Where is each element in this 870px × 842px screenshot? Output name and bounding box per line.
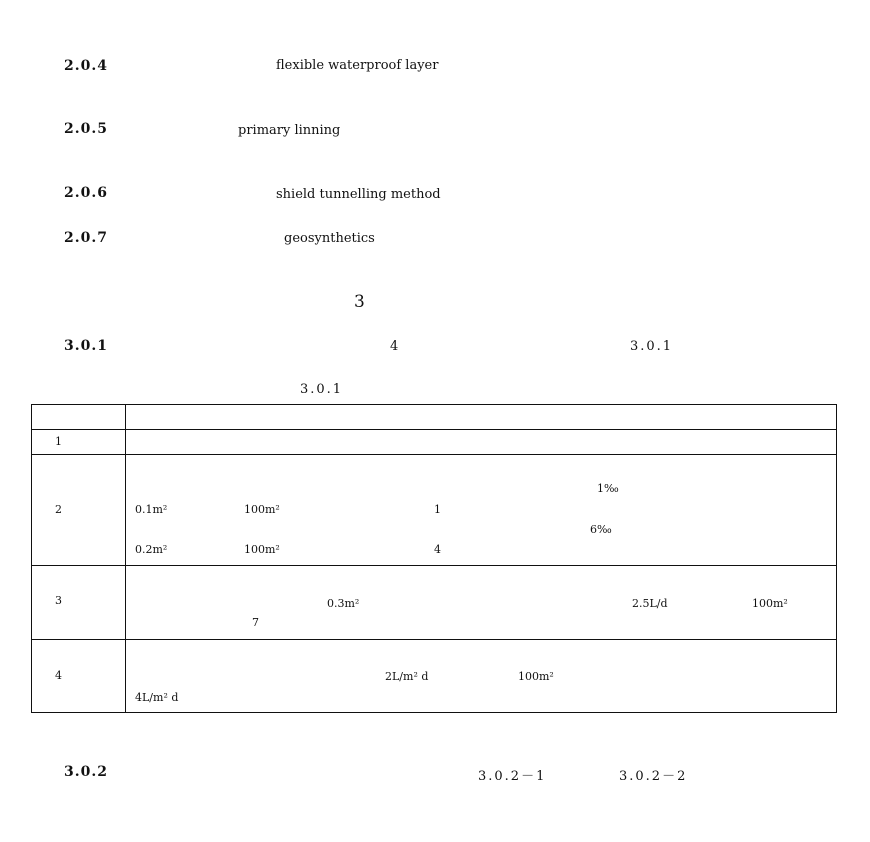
definition-term-2-0-6: shield tunnelling method [276, 187, 441, 202]
table-cell-fragment: 100m² [752, 597, 788, 610]
table-rule [31, 429, 837, 430]
table-rule [31, 639, 837, 640]
clause-table-ref: 3.0.1 [630, 339, 674, 354]
table-cell-fragment: 1 [434, 503, 441, 516]
table-cell-fragment: 7 [252, 616, 259, 629]
table-rule [31, 454, 837, 455]
definition-number-2-0-6: 2.0.6 [64, 185, 108, 201]
table-border-right [836, 404, 837, 713]
table-cell-fragment: 0.1m² [135, 503, 168, 516]
table-cell-fragment: 0.3m² [327, 597, 360, 610]
table-rule [31, 565, 837, 566]
table-cell-fragment: 2.5L/d [632, 597, 668, 610]
table-caption: 3.0.1 [300, 382, 344, 397]
table-cell-fragment: 4L/m² d [135, 691, 179, 704]
clause-table-ref-1: 3.0.2－1 [478, 769, 547, 784]
definition-term-2-0-5: primary linning [238, 123, 341, 138]
table-cell-grade: 4 [55, 669, 62, 682]
chapter-number: 3 [354, 292, 365, 312]
clause-levels-count: 4 [390, 339, 401, 354]
definition-number-2-0-7: 2.0.7 [64, 230, 108, 246]
clause-table-ref-2: 3.0.2－2 [619, 769, 688, 784]
table-cell-fragment: 100m² [244, 503, 280, 516]
table-cell-grade: 1 [55, 435, 62, 448]
table-cell-fragment: 0.2m² [135, 543, 168, 556]
table-border-left [31, 404, 32, 713]
table-cell-fragment: 2L/m² d [385, 670, 429, 683]
table-cell-grade: 3 [55, 594, 62, 607]
table-border-bottom [31, 712, 837, 713]
definition-number-2-0-5: 2.0.5 [64, 121, 108, 137]
table-cell-fragment: 6‰ [590, 523, 612, 536]
table-cell-fragment: 4 [434, 543, 441, 556]
clause-number-3-0-2: 3.0.2 [64, 764, 108, 780]
table-cell-fragment: 1‰ [597, 482, 619, 495]
definition-number-2-0-4: 2.0.4 [64, 58, 108, 74]
table-cell-fragment: 100m² [518, 670, 554, 683]
table-cell-grade: 2 [55, 503, 62, 516]
clause-number-3-0-1: 3.0.1 [64, 338, 108, 354]
table-column-divider [125, 404, 126, 713]
table-border-top [31, 404, 837, 405]
table-cell-fragment: 100m² [244, 543, 280, 556]
definition-term-2-0-4: flexible waterproof layer [276, 58, 439, 73]
definition-term-2-0-7: geosynthetics [284, 231, 375, 246]
